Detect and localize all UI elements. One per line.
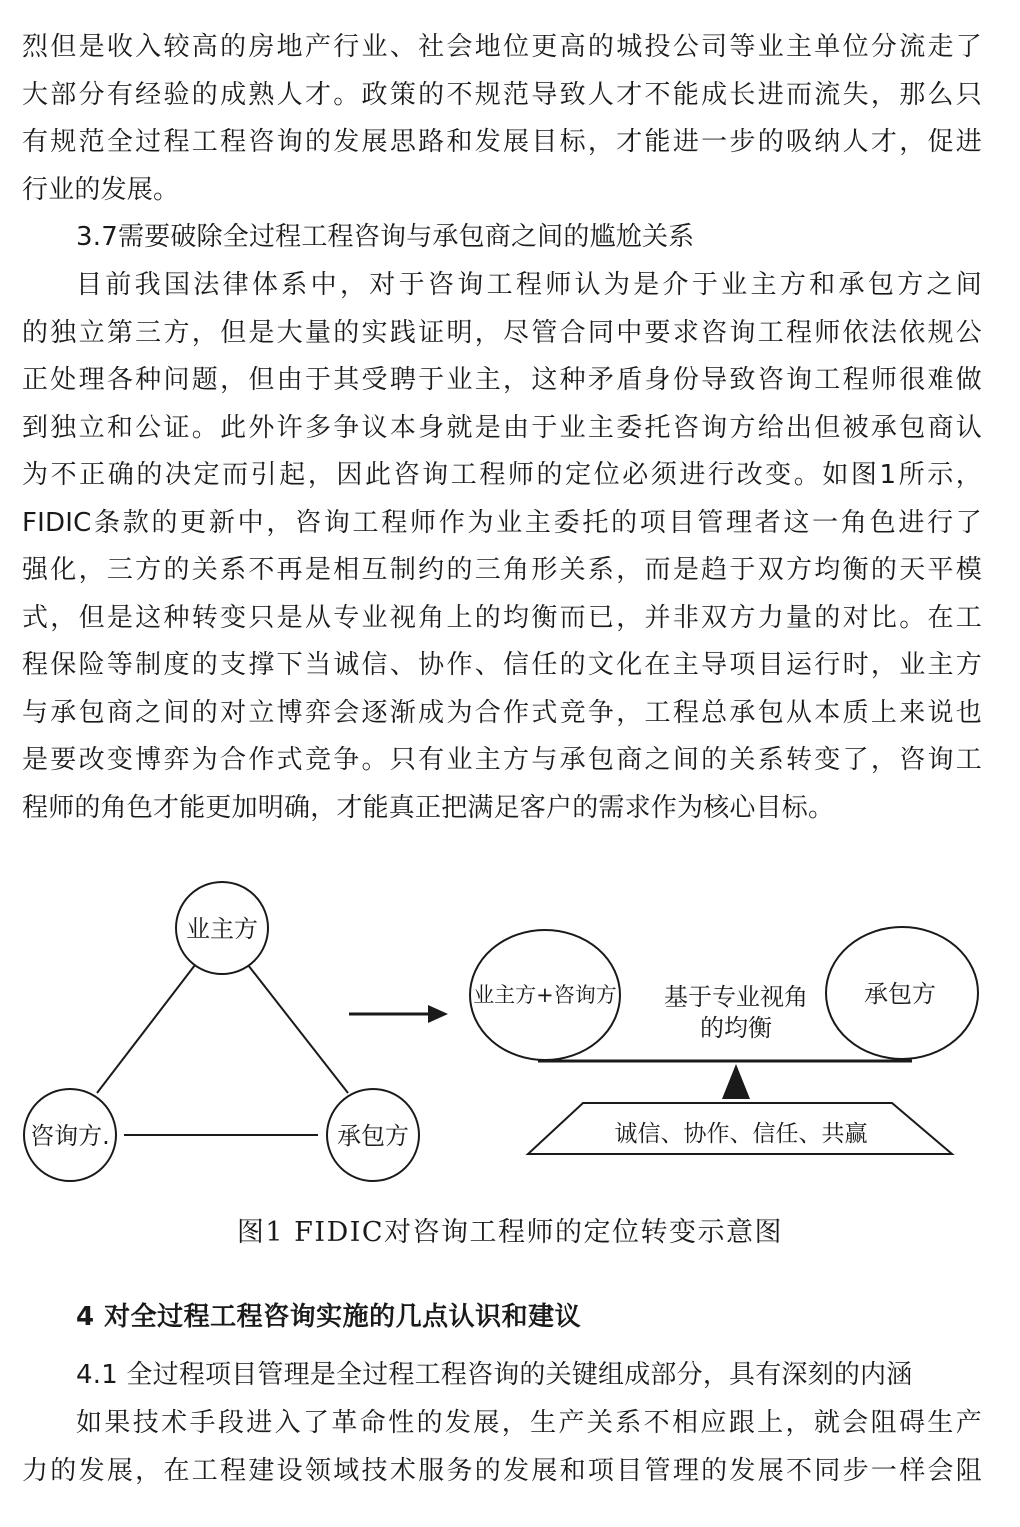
balance-contractor-node-label: 承包方 bbox=[864, 980, 936, 1008]
paragraph-line: 是要改变博弈为合作式竞争。只有业主方与承包商之间的关系转变了，咨询工 bbox=[22, 745, 982, 775]
owner-consultant-node-label: 业主方+咨询方 bbox=[473, 983, 617, 1007]
paragraph-line: 程保险等制度的支撑下当诚信、协作、信任的文化在主导项目运行时，业主方 bbox=[22, 650, 982, 680]
paragraph-line: 为不正确的决定而引起，因此咨询工程师的定位必须进行改变。如图1所示， bbox=[22, 460, 982, 490]
paragraph-line: 的独立第三方，但是大量的实践证明，尽管合同中要求咨询工程师依法依规公 bbox=[22, 317, 982, 348]
edge-top-left bbox=[97, 965, 195, 1093]
heading-text: 4.1 全过程项目管理是全过程工程咨询的关键组成部分，具有深刻的内涵 bbox=[76, 1360, 913, 1390]
paragraph-line: 程师的角色才能更加明确，才能真正把满足客户的需求作为核心目标。 bbox=[22, 792, 835, 823]
paragraph-line: 到独立和公证。此外许多争议本身就是由于业主委托咨询方给出但被承包商认 bbox=[22, 412, 982, 443]
heading-text: 3.7需要破除全过程工程咨询与承包商之间的尴尬关系 bbox=[76, 222, 695, 252]
paragraph-2 bbox=[22, 262, 982, 832]
edge-top-right bbox=[248, 965, 348, 1093]
paragraph-line: 如果技术手段进入了革命性的发展，生产关系不相应跟上，就会阻碍生产 bbox=[76, 1408, 982, 1438]
figure-caption: 图1 FIDIC对咨询工程师的定位转变示意图 bbox=[236, 1217, 784, 1248]
section-heading-4-1 bbox=[22, 1352, 982, 1400]
owner-node-label: 业主方 bbox=[186, 915, 258, 943]
paragraph-line: 正处理各种问题，但由于其受聘于业主，这种矛盾身份导致咨询工程师很难做 bbox=[22, 365, 982, 395]
paragraph-line: 力的发展，在工程建设领域技术服务的发展和项目管理的发展不同步一样会阻 bbox=[22, 1455, 982, 1486]
consultant-node-label: 咨询方. bbox=[30, 1122, 110, 1150]
paragraph-line: 目前我国法律体系中，对于咨询工程师认为是介于业主方和承包方之间 bbox=[76, 270, 982, 300]
section-heading-3-7 bbox=[22, 214, 982, 262]
balance-base-label: 诚信、协作、信任、共赢 bbox=[614, 1121, 868, 1147]
paragraph-line: 大部分有经验的成熟人才。政策的不规范导致人才不能成长进而流失，那么只 bbox=[22, 79, 982, 110]
paragraph-1 bbox=[22, 24, 982, 214]
paragraph-line: 式，但是这种转变只是从专业视角上的均衡而已，并非双方力量的对比。在工 bbox=[22, 602, 982, 633]
paragraph-line: FIDIC条款的更新中，咨询工程师作为业主委托的项目管理者这一角色进行了 bbox=[22, 507, 982, 538]
paragraph-line: 有规范全过程工程咨询的发展思路和发展目标，才能进一步的吸纳人才，促进 bbox=[22, 127, 982, 157]
balance-center-label-2: 的均衡 bbox=[700, 1014, 772, 1042]
fulcrum bbox=[722, 1064, 750, 1099]
transition-arrow bbox=[349, 1005, 448, 1023]
contractor-node-label: 承包方 bbox=[337, 1122, 409, 1150]
paragraph-3 bbox=[22, 1400, 982, 1495]
figure-1 bbox=[0, 860, 1020, 1190]
paragraph-line: 强化，三方的关系不再是相互制约的三角形关系，而是趋于双方均衡的天平模 bbox=[22, 555, 982, 585]
paragraph-line: 行业的发展。 bbox=[22, 174, 180, 205]
section-4-title: 4 对全过程工程咨询实施的几点认识和建议 bbox=[76, 1302, 582, 1332]
paragraph-line: 与承包商之间的对立博弈会逐渐成为合作式竞争，工程总承包从本质上来说也 bbox=[22, 697, 982, 728]
balance-center-label-1: 基于专业视角 bbox=[664, 983, 808, 1011]
paragraph-line: 烈但是收入较高的房地产行业、社会地位更高的城投公司等业主单位分流走了 bbox=[22, 32, 982, 62]
